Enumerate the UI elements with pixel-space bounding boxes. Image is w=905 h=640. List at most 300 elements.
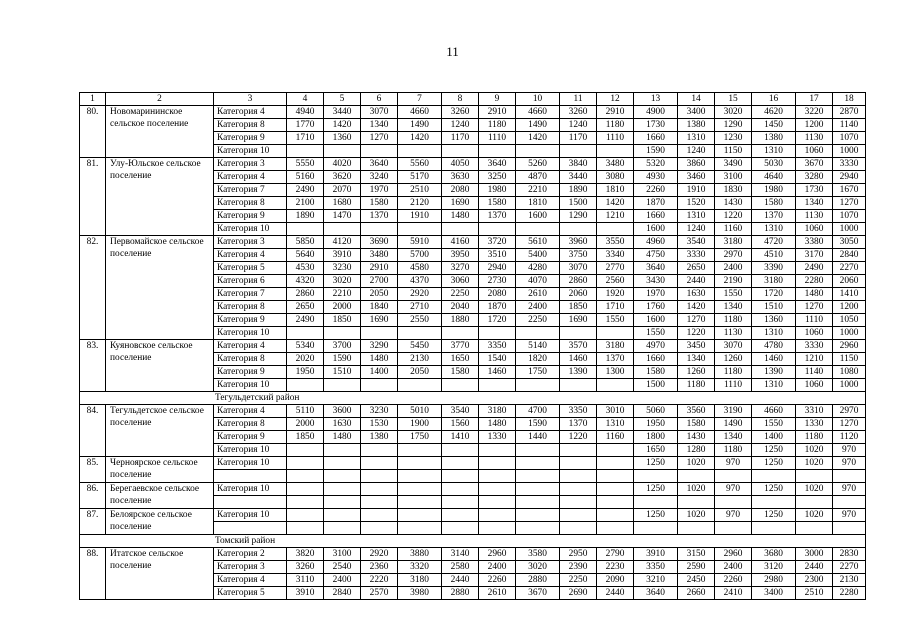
table-row <box>80 574 866 587</box>
value-cell: 1310 <box>752 327 796 340</box>
value-cell <box>361 483 398 496</box>
settlement-name <box>106 457 214 480</box>
value-cell <box>597 379 634 392</box>
value-cell: 1900 <box>398 418 442 431</box>
value-cell <box>442 223 479 236</box>
row-number <box>80 366 106 379</box>
value-cell <box>516 223 560 236</box>
value-cell <box>398 483 442 496</box>
value-cell: 1490 <box>398 119 442 132</box>
region-row-label: Томский район <box>80 535 866 548</box>
value-cell: 3210 <box>634 574 678 587</box>
value-cell: 3700 <box>324 340 361 353</box>
value-cell: 2440 <box>442 574 479 587</box>
value-cell: 3720 <box>479 236 516 249</box>
row-number: 80. <box>80 106 106 119</box>
value-cell: 1110 <box>715 379 752 392</box>
row-number <box>80 210 106 223</box>
value-cell <box>398 379 442 392</box>
table-row <box>80 340 866 353</box>
value-cell <box>597 145 634 158</box>
value-cell: 2300 <box>796 574 833 587</box>
table-row <box>80 431 866 444</box>
value-cell <box>361 457 398 470</box>
value-cell: 1110 <box>479 132 516 145</box>
table-row <box>80 132 866 145</box>
value-cell <box>287 223 324 236</box>
value-cell: 5550 <box>287 158 324 171</box>
table-row <box>80 210 866 223</box>
row-number <box>80 275 106 288</box>
table-row <box>80 275 866 288</box>
table-row <box>80 379 866 392</box>
category-label: Категория 7 <box>214 288 287 301</box>
value-cell: 2700 <box>361 275 398 288</box>
category-label: Категория 4 <box>214 574 287 587</box>
value-cell <box>287 522 324 535</box>
value-cell: 1430 <box>678 431 715 444</box>
value-cell <box>678 522 715 535</box>
value-cell: 4370 <box>398 275 442 288</box>
value-cell: 2590 <box>678 561 715 574</box>
value-cell: 1020 <box>678 457 715 470</box>
value-cell: 4070 <box>516 275 560 288</box>
value-cell <box>442 522 479 535</box>
value-cell: 2790 <box>597 548 634 561</box>
value-cell: 3680 <box>752 548 796 561</box>
value-cell: 3260 <box>560 106 597 119</box>
value-cell: 2970 <box>833 405 866 418</box>
value-cell: 1820 <box>516 353 560 366</box>
value-cell: 2860 <box>287 288 324 301</box>
value-cell <box>560 509 597 522</box>
value-cell: 1590 <box>634 145 678 158</box>
value-cell: 1270 <box>361 132 398 145</box>
value-cell: 2060 <box>833 275 866 288</box>
value-cell: 1720 <box>479 314 516 327</box>
value-cell: 1310 <box>752 145 796 158</box>
value-cell: 1690 <box>560 314 597 327</box>
value-cell: 1690 <box>361 314 398 327</box>
value-cell: 1290 <box>715 119 752 132</box>
value-cell: 1020 <box>796 509 833 522</box>
value-cell: 970 <box>833 509 866 522</box>
settlement-name <box>106 210 214 223</box>
category-label: Категория 10 <box>214 509 287 522</box>
value-cell: 1770 <box>287 119 324 132</box>
value-cell: 3120 <box>752 561 796 574</box>
value-cell: 3260 <box>442 106 479 119</box>
value-cell: 1270 <box>833 197 866 210</box>
value-cell: 1370 <box>560 418 597 431</box>
value-cell: 2400 <box>479 561 516 574</box>
value-cell: 3180 <box>479 405 516 418</box>
value-cell: 5640 <box>287 249 324 262</box>
value-cell <box>634 496 678 509</box>
row-number <box>80 223 106 236</box>
value-cell: 1710 <box>597 301 634 314</box>
value-cell: 2910 <box>479 106 516 119</box>
value-cell: 1730 <box>634 119 678 132</box>
value-cell: 970 <box>833 444 866 457</box>
value-cell <box>560 470 597 483</box>
value-cell: 1020 <box>796 444 833 457</box>
value-cell: 1140 <box>796 366 833 379</box>
value-cell: 3540 <box>442 405 479 418</box>
value-cell: 2400 <box>516 301 560 314</box>
value-cell: 3570 <box>560 340 597 353</box>
row-number <box>80 249 106 262</box>
value-cell: 1750 <box>398 431 442 444</box>
column-header: 2 <box>106 93 214 106</box>
value-cell: 1650 <box>442 353 479 366</box>
value-cell: 1260 <box>715 353 752 366</box>
value-cell: 2650 <box>678 262 715 275</box>
value-cell <box>516 483 560 496</box>
value-cell: 1920 <box>597 288 634 301</box>
value-cell: 1000 <box>833 379 866 392</box>
value-cell <box>324 509 361 522</box>
value-cell <box>324 223 361 236</box>
value-cell <box>442 470 479 483</box>
value-cell: 1420 <box>324 119 361 132</box>
row-number <box>80 379 106 392</box>
category-label <box>214 522 287 535</box>
value-cell: 1280 <box>678 444 715 457</box>
value-cell: 1890 <box>287 210 324 223</box>
value-cell: 1180 <box>715 366 752 379</box>
value-cell: 1530 <box>361 418 398 431</box>
table-row <box>80 301 866 314</box>
value-cell: 1130 <box>715 327 752 340</box>
category-label: Категория 8 <box>214 119 287 132</box>
value-cell: 1370 <box>597 353 634 366</box>
value-cell: 4660 <box>752 405 796 418</box>
row-number <box>80 288 106 301</box>
table-row <box>80 405 866 418</box>
value-cell: 1340 <box>715 301 752 314</box>
value-cell: 2920 <box>398 288 442 301</box>
value-cell <box>715 470 752 483</box>
table-row <box>80 184 866 197</box>
category-label: Категория 4 <box>214 340 287 353</box>
row-number <box>80 327 106 340</box>
value-cell <box>361 522 398 535</box>
value-cell: 1120 <box>833 431 866 444</box>
value-cell: 2840 <box>833 249 866 262</box>
value-cell <box>479 496 516 509</box>
value-cell: 2920 <box>361 548 398 561</box>
settlement-name <box>106 327 214 340</box>
value-cell <box>634 522 678 535</box>
value-cell: 2250 <box>560 574 597 587</box>
value-cell <box>398 457 442 470</box>
settlement-name <box>106 431 214 444</box>
value-cell: 3550 <box>597 236 634 249</box>
category-label: Категория 4 <box>214 171 287 184</box>
column-header: 9 <box>479 93 516 106</box>
category-label: Категория 10 <box>214 444 287 457</box>
value-cell: 970 <box>715 457 752 470</box>
category-label: Категория 7 <box>214 184 287 197</box>
settlement-name <box>106 288 214 301</box>
value-cell: 2550 <box>398 314 442 327</box>
value-cell: 5160 <box>287 171 324 184</box>
value-cell: 2130 <box>398 353 442 366</box>
column-header: 14 <box>678 93 715 106</box>
value-cell: 5450 <box>398 340 442 353</box>
value-cell: 970 <box>833 483 866 496</box>
value-cell <box>398 470 442 483</box>
value-cell: 2490 <box>796 262 833 275</box>
value-cell: 2970 <box>715 249 752 262</box>
value-cell: 3180 <box>597 340 634 353</box>
value-cell: 1420 <box>398 132 442 145</box>
value-cell: 970 <box>715 483 752 496</box>
value-cell: 2540 <box>324 561 361 574</box>
category-label <box>214 470 287 483</box>
value-cell: 1060 <box>796 223 833 236</box>
value-cell <box>560 457 597 470</box>
value-cell: 2000 <box>324 301 361 314</box>
value-cell <box>398 145 442 158</box>
value-cell: 3170 <box>796 249 833 262</box>
value-cell: 1440 <box>516 431 560 444</box>
value-cell: 3100 <box>324 548 361 561</box>
row-number <box>80 561 106 574</box>
value-cell: 1850 <box>287 431 324 444</box>
value-cell: 1250 <box>752 444 796 457</box>
value-cell: 1160 <box>597 431 634 444</box>
value-cell <box>597 496 634 509</box>
value-cell: 1660 <box>634 132 678 145</box>
value-cell: 1250 <box>752 509 796 522</box>
value-cell: 1180 <box>715 444 752 457</box>
settlement-name-text: Куяновское сельское поселение <box>110 341 193 363</box>
value-cell: 1340 <box>678 353 715 366</box>
settlement-name <box>106 106 214 129</box>
value-cell: 1480 <box>479 418 516 431</box>
value-cell: 1580 <box>634 366 678 379</box>
value-cell: 5030 <box>752 158 796 171</box>
row-number <box>80 132 106 145</box>
value-cell <box>398 522 442 535</box>
region-row <box>80 535 866 548</box>
value-cell: 1340 <box>715 431 752 444</box>
value-cell: 2980 <box>752 574 796 587</box>
settlement-name <box>106 574 214 587</box>
row-number <box>80 314 106 327</box>
category-label: Категория 8 <box>214 197 287 210</box>
value-cell: 1410 <box>442 431 479 444</box>
value-cell <box>796 522 833 535</box>
value-cell <box>560 444 597 457</box>
value-cell: 1360 <box>752 314 796 327</box>
value-cell: 1870 <box>634 197 678 210</box>
value-cell: 1420 <box>516 132 560 145</box>
value-cell: 1050 <box>833 314 866 327</box>
settlement-name-text: Тегульдетское сельское поселение <box>110 406 204 428</box>
value-cell: 4780 <box>752 340 796 353</box>
value-cell: 5110 <box>287 405 324 418</box>
value-cell <box>398 509 442 522</box>
value-cell: 3440 <box>324 106 361 119</box>
value-cell: 2510 <box>398 184 442 197</box>
value-cell <box>479 327 516 340</box>
value-cell <box>287 509 324 522</box>
value-cell: 3340 <box>597 249 634 262</box>
value-cell: 1490 <box>516 119 560 132</box>
value-cell: 1310 <box>678 210 715 223</box>
value-cell: 2260 <box>479 574 516 587</box>
table-row <box>80 288 866 301</box>
value-cell: 1480 <box>361 353 398 366</box>
value-cell: 1220 <box>560 431 597 444</box>
category-label: Категория 10 <box>214 145 287 158</box>
value-cell <box>479 444 516 457</box>
column-header: 4 <box>287 93 324 106</box>
value-cell: 2580 <box>442 561 479 574</box>
value-cell: 2270 <box>833 561 866 574</box>
category-label: Категория 4 <box>214 405 287 418</box>
value-cell: 1680 <box>324 197 361 210</box>
value-cell <box>361 327 398 340</box>
value-cell <box>479 522 516 535</box>
value-cell: 3560 <box>678 405 715 418</box>
row-number <box>80 444 106 457</box>
value-cell <box>752 522 796 535</box>
value-cell: 2490 <box>287 184 324 197</box>
settlement-name <box>106 314 214 327</box>
value-cell: 3820 <box>287 548 324 561</box>
value-cell: 2880 <box>442 587 479 600</box>
category-label: Категория 4 <box>214 249 287 262</box>
value-cell: 1300 <box>597 366 634 379</box>
value-cell: 3080 <box>597 171 634 184</box>
value-cell: 5910 <box>398 236 442 249</box>
value-cell: 4620 <box>752 106 796 119</box>
row-number <box>80 197 106 210</box>
row-number <box>80 353 106 366</box>
value-cell: 2880 <box>516 574 560 587</box>
value-cell: 3350 <box>479 340 516 353</box>
value-cell: 1000 <box>833 145 866 158</box>
value-cell: 1550 <box>634 327 678 340</box>
value-cell <box>516 145 560 158</box>
settlement-name <box>106 379 214 392</box>
category-label: Категория 6 <box>214 275 287 288</box>
value-cell: 2230 <box>597 561 634 574</box>
value-cell: 1390 <box>560 366 597 379</box>
value-cell: 2360 <box>361 561 398 574</box>
value-cell: 3480 <box>597 158 634 171</box>
value-cell: 1660 <box>634 210 678 223</box>
value-cell: 2050 <box>398 366 442 379</box>
value-cell: 1470 <box>324 210 361 223</box>
value-cell: 1950 <box>287 366 324 379</box>
value-cell: 5340 <box>287 340 324 353</box>
value-cell: 1250 <box>634 483 678 496</box>
category-label: Категория 8 <box>214 301 287 314</box>
value-cell: 3050 <box>833 236 866 249</box>
value-cell: 1200 <box>833 301 866 314</box>
row-number: 82. <box>80 236 106 249</box>
category-label: Категория 9 <box>214 314 287 327</box>
value-cell: 1020 <box>678 483 715 496</box>
value-cell: 1070 <box>833 132 866 145</box>
settlement-name-text: Улу-Юльское сельское поселение <box>110 159 201 181</box>
settlement-name <box>106 548 214 571</box>
value-cell: 2570 <box>361 587 398 600</box>
value-cell: 1220 <box>678 327 715 340</box>
value-cell: 4530 <box>287 262 324 275</box>
value-cell: 2250 <box>516 314 560 327</box>
value-cell <box>361 444 398 457</box>
table-row <box>80 587 866 600</box>
value-cell: 1880 <box>442 314 479 327</box>
table-row <box>80 236 866 249</box>
value-cell: 3070 <box>715 340 752 353</box>
value-cell: 3440 <box>560 171 597 184</box>
value-cell: 1130 <box>796 132 833 145</box>
value-cell: 5850 <box>287 236 324 249</box>
value-cell: 4970 <box>634 340 678 353</box>
value-cell: 1910 <box>678 184 715 197</box>
value-cell: 1060 <box>796 379 833 392</box>
column-header: 12 <box>597 93 634 106</box>
category-label: Категория 10 <box>214 327 287 340</box>
value-cell: 3690 <box>361 236 398 249</box>
value-cell <box>516 522 560 535</box>
value-cell <box>398 223 442 236</box>
value-cell <box>442 509 479 522</box>
value-cell: 3190 <box>715 405 752 418</box>
value-cell <box>442 457 479 470</box>
value-cell: 2440 <box>597 587 634 600</box>
value-cell: 2280 <box>796 275 833 288</box>
value-cell: 1180 <box>479 119 516 132</box>
column-header: 13 <box>634 93 678 106</box>
value-cell: 1140 <box>833 119 866 132</box>
category-label: Категория 5 <box>214 262 287 275</box>
value-cell: 3910 <box>324 249 361 262</box>
value-cell: 2690 <box>560 587 597 600</box>
value-cell: 1060 <box>796 327 833 340</box>
value-cell: 2060 <box>560 288 597 301</box>
value-cell: 1600 <box>634 223 678 236</box>
value-cell: 2120 <box>398 197 442 210</box>
table-row <box>80 444 866 457</box>
value-cell <box>833 470 866 483</box>
value-cell: 1130 <box>796 210 833 223</box>
row-number <box>80 184 106 197</box>
value-cell: 4900 <box>634 106 678 119</box>
value-cell <box>442 444 479 457</box>
settlement-name <box>106 262 214 275</box>
value-cell: 1850 <box>324 314 361 327</box>
value-cell: 3640 <box>479 158 516 171</box>
value-cell <box>287 496 324 509</box>
value-cell: 1420 <box>678 301 715 314</box>
value-cell: 2950 <box>560 548 597 561</box>
value-cell: 5400 <box>516 249 560 262</box>
value-cell: 3670 <box>796 158 833 171</box>
value-cell: 1000 <box>833 223 866 236</box>
value-cell: 3770 <box>442 340 479 353</box>
region-row-label: Тегульдетский район <box>80 392 866 405</box>
row-number <box>80 418 106 431</box>
value-cell <box>324 496 361 509</box>
